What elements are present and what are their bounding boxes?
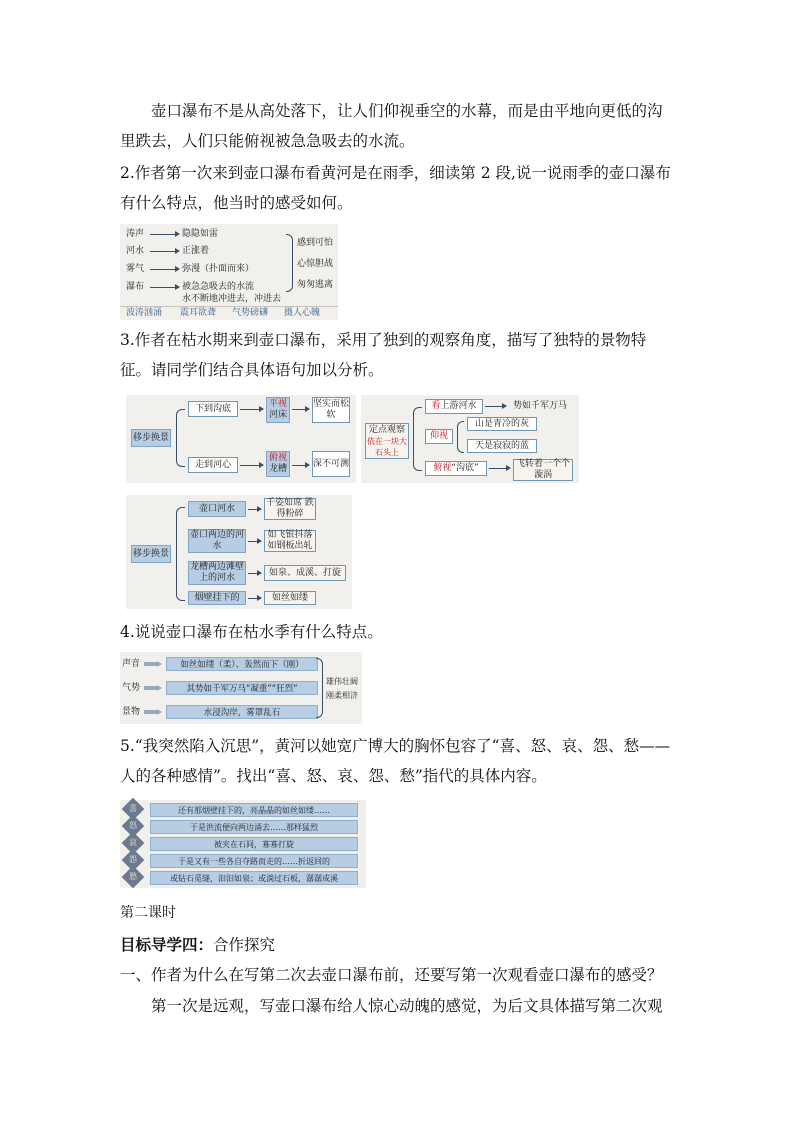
fig3-r2-a: 山是青冷的灰 xyxy=(467,417,537,431)
question-2: 2.作者第一次来到壶口瀑布看黄河是在雨季，细读第 2 段,说一说雨季的壶口瀑布有什么特点，他当时的感受如何。 xyxy=(120,164,671,212)
fig6-key-2: 哀 xyxy=(129,838,137,847)
fig1-feeling-2: 匆匆逃离 xyxy=(297,280,334,290)
fig1-feeling-1: 心惊胆战 xyxy=(297,259,334,269)
figure-dry-season xyxy=(120,652,362,724)
fig2-b-view xyxy=(266,451,290,477)
fig2-root: 移步换景 xyxy=(131,429,171,447)
answer-one: 第一次是远观，写壶口瀑布给人惊心动魄的感觉，为后文具体描写第二次观 xyxy=(151,997,663,1015)
fig4-item-0: 壶口河水 xyxy=(188,501,246,517)
goal-heading xyxy=(120,930,676,960)
fig6-value-3: 于是又有一些各自夺路而走的……折返回的 xyxy=(150,854,358,868)
question-one: 一、作者为什么在写第二次去壶口瀑布前，还要写第一次观看壶口瀑布的感受？ xyxy=(120,966,663,984)
fig2-b-view-text: 龙槽 xyxy=(268,464,287,474)
fig5-value-1: 其势如千军万马“凝重”“狂烈” xyxy=(166,681,318,695)
fig2-a: 下到沟底 xyxy=(188,401,238,417)
fig4-result-3: 如丝如缕 xyxy=(264,591,316,605)
fig4-result-2: 如泉、成溪、打旋 xyxy=(264,565,346,581)
fig3-r3-red: 俯视 xyxy=(433,463,452,473)
fig5-label-2: 景物 xyxy=(122,707,141,717)
fig1-label-0: 涛声 xyxy=(126,229,145,239)
fig1-footer-3: 摄人心魄 xyxy=(284,308,321,318)
fig6-key-4: 愁 xyxy=(129,872,137,881)
fig6-value-4: 或钻石觅缝，汩汩如泉；或淌过石板，潺潺成溪 xyxy=(150,871,358,885)
fig4-item-3: 烟壁挂下的 xyxy=(188,591,246,605)
fig3-r1-text: 上游河水 xyxy=(440,401,477,411)
fig1-feeling-0: 感到可怕 xyxy=(297,238,334,248)
fig2-b-view-red: 俯视 xyxy=(268,453,287,463)
fig6-key-1: 怒 xyxy=(129,821,137,830)
fig3-r3 xyxy=(425,461,487,476)
lesson-title: 第二课时 xyxy=(120,905,176,921)
fig2-a-result: 坚实而松软 xyxy=(312,397,350,423)
fig5-summary-0: 雄伟壮阔 xyxy=(326,677,358,686)
fig3-r1 xyxy=(425,399,483,414)
figure-moving-viewpoint-1 xyxy=(126,395,356,483)
fig6-key-3: 怨 xyxy=(129,855,137,864)
fig2-a-view-text: 河床 xyxy=(268,410,287,420)
fig3-root-red: 依在一块大石头上 xyxy=(367,436,407,457)
fig6-value-0: 还有那烟壁挂下的，亮晶晶的如丝如缕…… xyxy=(150,803,358,817)
fig5-value-2: 水浸沟岸，雾罩乱石 xyxy=(166,705,318,719)
fig6-key-0: 喜 xyxy=(129,804,137,813)
fig4-item-2: 龙槽两边滩壁上的河水 xyxy=(189,562,244,583)
goal-bold: 目标导学四： xyxy=(120,935,214,954)
fig6-value-2: 被夹在石间，寡寡打旋 xyxy=(150,837,358,851)
fig4-item-1: 壶口两边的河水 xyxy=(189,530,244,551)
fig4-result-1: 如飞银抖落 如钢板出轧 xyxy=(264,530,316,552)
fig1-value-0: 隐隐如雷 xyxy=(182,229,219,239)
fig2-a-view-red: 平视 xyxy=(268,399,287,409)
fig3-r2-b: 天是寂寂的蓝 xyxy=(467,439,537,453)
fig1-footer-1: 震耳欲聋 xyxy=(180,308,217,318)
fig5-summary-1: 刚柔相济 xyxy=(326,691,358,700)
question-4: 4.说说壶口瀑布在枯水季有什么特点。 xyxy=(120,623,383,641)
fig3-r2 xyxy=(425,429,453,444)
fig1-label-1: 河水 xyxy=(126,246,145,256)
figure-emotions xyxy=(120,800,366,888)
fig1-footer-0: 波涛汹涌 xyxy=(126,308,163,318)
fig1-value-1: 正涨着 xyxy=(182,246,210,256)
question-3: 3.作者在枯水期来到壶口瀑布，采用了独到的观察角度，描写了独特的景物特征。请同学们结合具体语句加以分析。 xyxy=(120,331,647,379)
fig3-root-text: 定点观察 xyxy=(368,424,405,435)
question-5: 5.“我突然陷入沉思”，黄河以她宽广博大的胸怀包容了“喜、怒、哀、怨、愁——人的各种感情”。找出“喜、怒、哀、怨、愁”指代的具体内容。 xyxy=(120,737,671,785)
fig1-value-4: 水不断地冲进去，冲进去 xyxy=(182,294,282,304)
fig3-root xyxy=(365,423,409,459)
paragraph-1: 壶口瀑布不是从高处落下，让人们仰视垂空的水幕，而是由平地向更低的沟里跌去，人们只能俯视被急急吸去的水流。 xyxy=(120,102,663,150)
fig3-r3-text: “沟底” xyxy=(451,463,479,473)
fig2-b-result: 深不可测 xyxy=(312,451,350,477)
fig3-r1-result: 势如千军万马 xyxy=(513,401,568,411)
fig3-r1-red: 看 xyxy=(431,401,441,411)
fig2-a-view xyxy=(266,397,290,423)
figure-fixed-observation xyxy=(361,395,579,483)
fig4-result-0: 千姿如席 跌得粉碎 xyxy=(264,498,316,520)
fig1-value-3: 被急急吸去的水流 xyxy=(182,282,255,292)
fig6-value-1: 于是洪流便向两边涌去……那样猛烈 xyxy=(150,820,358,834)
fig2-b: 走到河心 xyxy=(188,457,238,473)
fig1-label-3: 瀑布 xyxy=(126,282,145,292)
fig3-r3-result: 飞转着一个个漩涡 xyxy=(513,459,573,481)
figure-rainy-season xyxy=(120,224,338,320)
goal-rest: 合作探究 xyxy=(213,936,276,954)
fig1-footer-2: 气势磅礴 xyxy=(232,308,269,318)
fig3-r2-red: 仰视 xyxy=(429,431,448,441)
fig5-label-0: 声音 xyxy=(122,659,141,669)
fig5-value-0: 如丝如缕（柔）、轰然而下（刚） xyxy=(166,657,318,671)
fig1-label-2: 雾气 xyxy=(126,264,145,274)
fig5-label-1: 气势 xyxy=(122,683,141,693)
fig1-value-2: 弥漫（扑面而来） xyxy=(182,264,255,274)
figure-moving-viewpoint-2 xyxy=(126,495,352,609)
fig4-root: 移步换景 xyxy=(131,545,171,563)
